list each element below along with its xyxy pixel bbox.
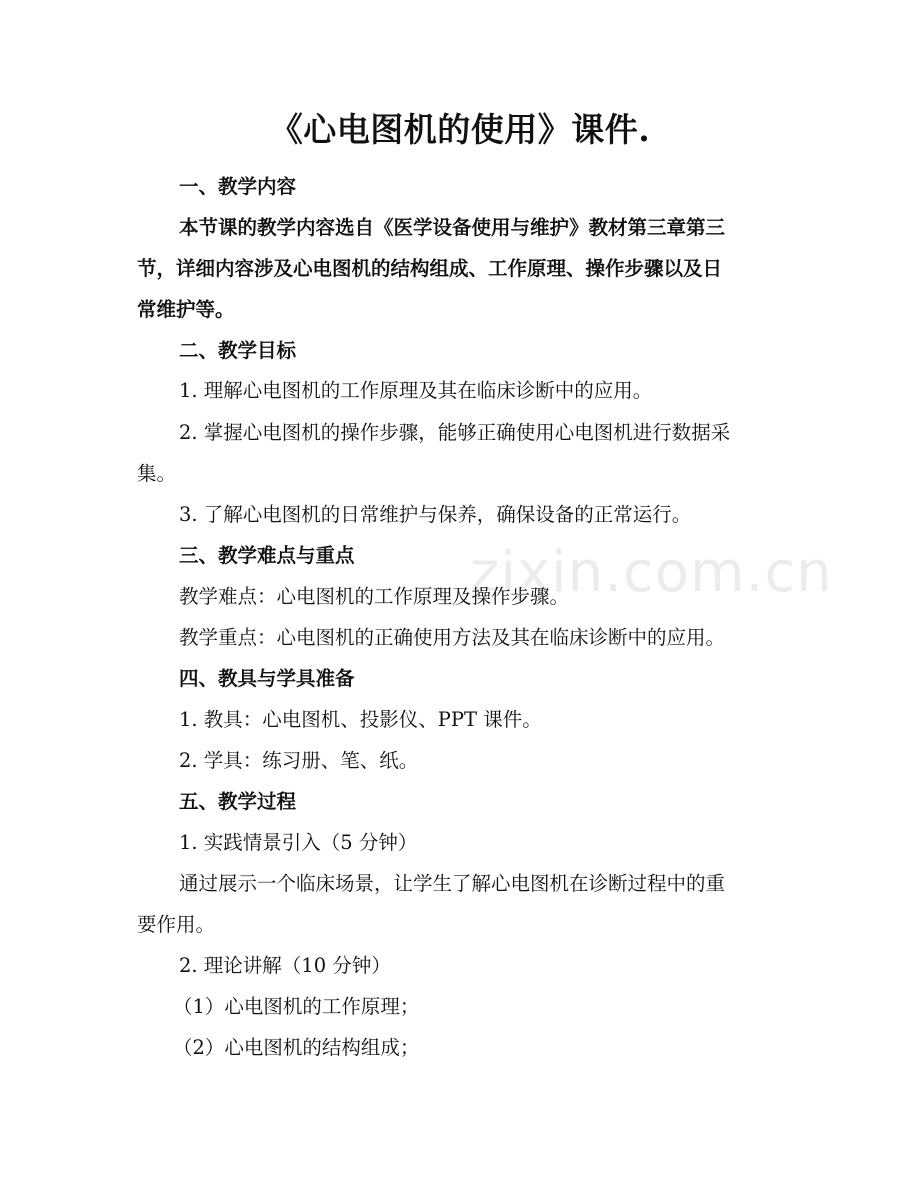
list-item: 1. 教具：心电图机、投影仪、PPT 课件。 xyxy=(179,708,542,731)
sub-list-item: （1）心电图机的工作原理； xyxy=(173,995,420,1018)
paragraph-line: 常维护等。 xyxy=(137,298,235,321)
document-title: 《心电图机的使用》课件. xyxy=(269,110,651,149)
section-heading-content: 一、教学内容 xyxy=(179,175,297,198)
list-item: 1. 实践情景引入（5 分钟） xyxy=(179,831,418,854)
paragraph-line: 要作用。 xyxy=(137,913,216,936)
sub-list-item: （2）心电图机的结构组成； xyxy=(173,1036,420,1059)
section-heading-key-points: 三、教学难点与重点 xyxy=(179,544,355,567)
section-heading-materials: 四、教具与学具准备 xyxy=(179,667,355,690)
paragraph-line: 本节课的教学内容选自《医学设备使用与维护》教材第三章第三 xyxy=(179,216,726,239)
list-item: 2. 理论讲解（10 分钟） xyxy=(179,954,391,977)
list-item: 2. 学具：练习册、笔、纸。 xyxy=(179,749,419,772)
list-item: 1. 理解心电图机的工作原理及其在临床诊断中的应用。 xyxy=(179,379,653,402)
list-item: 3. 了解心电图机的日常维护与保养，确保设备的正常运行。 xyxy=(179,503,692,526)
list-item-continuation: 集。 xyxy=(137,462,177,485)
paragraph-line: 通过展示一个临床场景，让学生了解心电图机在诊断过程中的重 xyxy=(179,872,726,895)
paragraph-line: 节，详细内容涉及心电图机的结构组成、工作原理、操作步骤以及日 xyxy=(137,257,723,280)
section-heading-process: 五、教学过程 xyxy=(179,790,297,813)
paragraph-line: 教学重点：心电图机的正确使用方法及其在临床诊断中的应用。 xyxy=(179,626,726,649)
list-item: 2. 掌握心电图机的操作步骤，能够正确使用心电图机进行数据采 xyxy=(179,421,731,444)
paragraph-line: 教学难点：心电图机的工作原理及操作步骤。 xyxy=(179,585,570,608)
watermark: zixin.com.cn xyxy=(470,540,833,605)
section-heading-objectives: 二、教学目标 xyxy=(179,339,297,362)
